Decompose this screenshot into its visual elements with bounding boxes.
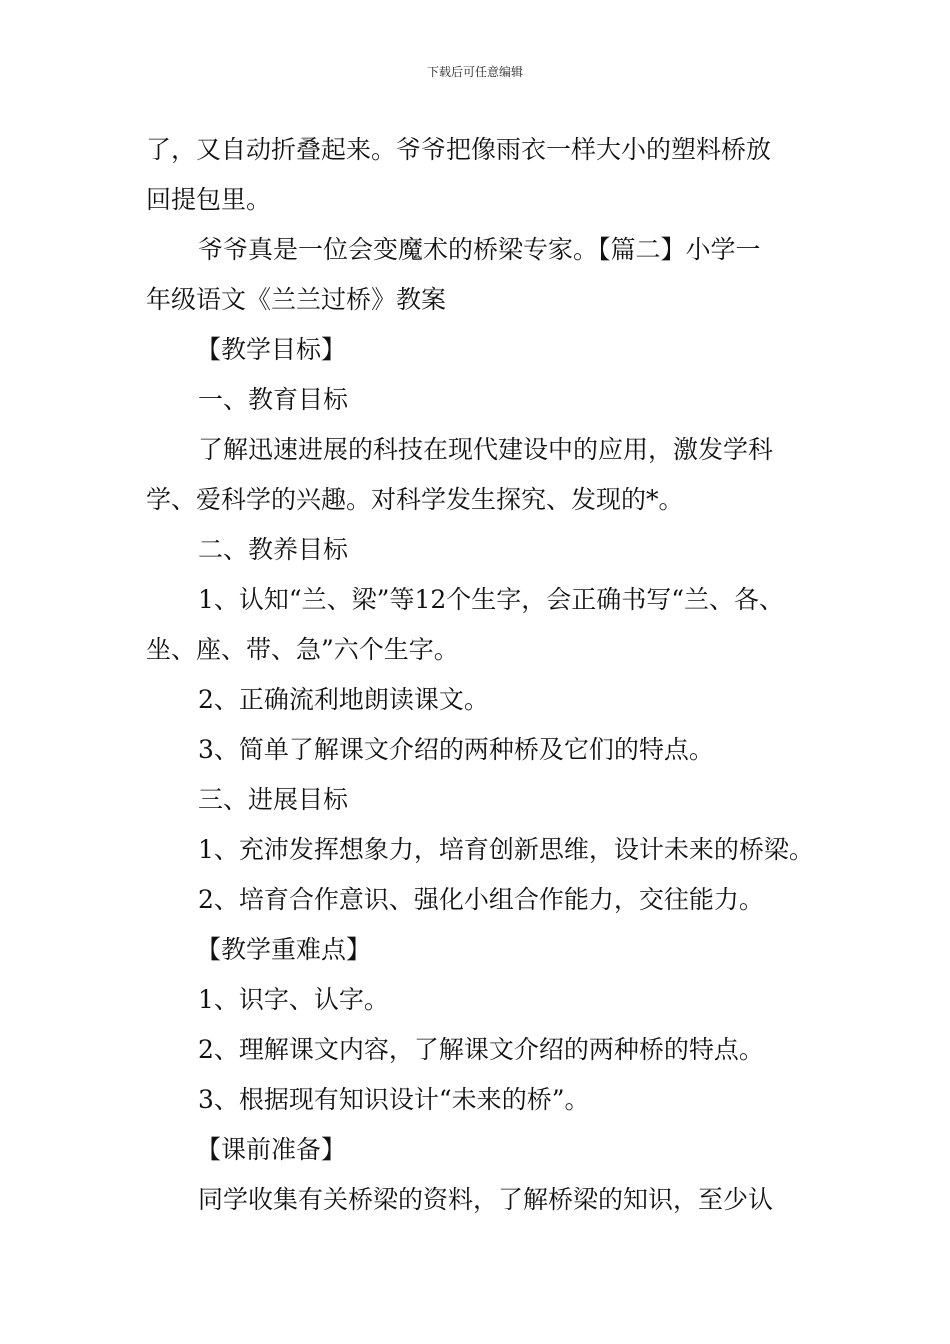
paragraph-line: 同学收集有关桥梁的资料，了解桥梁的知识，至少认 <box>198 1185 774 1214</box>
paragraph-line: 回提包里。 <box>146 185 272 214</box>
subsection-heading: 二、教养目标 <box>198 535 349 564</box>
list-item: 1、认知“兰、梁”等12个生字，会正确书写“兰、各、 <box>198 585 785 614</box>
page-header: 下载后可任意编辑 <box>426 65 523 79</box>
section-heading: 【教学重难点】 <box>196 935 372 964</box>
subsection-heading: 一、教育目标 <box>198 385 349 414</box>
document-body <box>146 125 826 1225</box>
paragraph-line: 爷爷真是一位会变魔术的桥梁专家。【篇二】小学一 <box>198 235 761 264</box>
paragraph-line: 学、爱科学的兴趣。对科学发生探究、发现的*。 <box>146 485 684 514</box>
list-item: 2、正确流利地朗读课文。 <box>198 685 489 714</box>
paragraph-line: 了，又自动折叠起来。爷爷把像雨衣一样大小的塑料桥放 <box>146 135 772 164</box>
list-item: 1、充沛发挥想象力，培育创新思维，设计未来的桥梁。 <box>198 835 814 864</box>
paragraph-line: 年级语文《兰兰过桥》教案 <box>146 285 447 314</box>
list-item: 2、理解课文内容，了解课文介绍的两种桥的特点。 <box>198 1035 764 1064</box>
paragraph-line: 了解迅速进展的科技在现代建设中的应用，激发学科 <box>198 435 774 464</box>
section-heading: 【课前准备】 <box>196 1135 347 1164</box>
subsection-heading: 三、进展目标 <box>198 785 349 814</box>
section-heading: 【教学目标】 <box>196 335 347 364</box>
list-item: 3、根据现有知识设计“未来的桥”。 <box>198 1085 590 1114</box>
list-item: 2、培育合作意识、强化小组合作能力，交往能力。 <box>198 885 764 914</box>
list-item-continuation: 坐、座、带、急”六个生字。 <box>146 635 459 664</box>
list-item: 1、识字、认字。 <box>198 985 389 1014</box>
list-item: 3、简单了解课文介绍的两种桥及它们的特点。 <box>198 735 714 764</box>
